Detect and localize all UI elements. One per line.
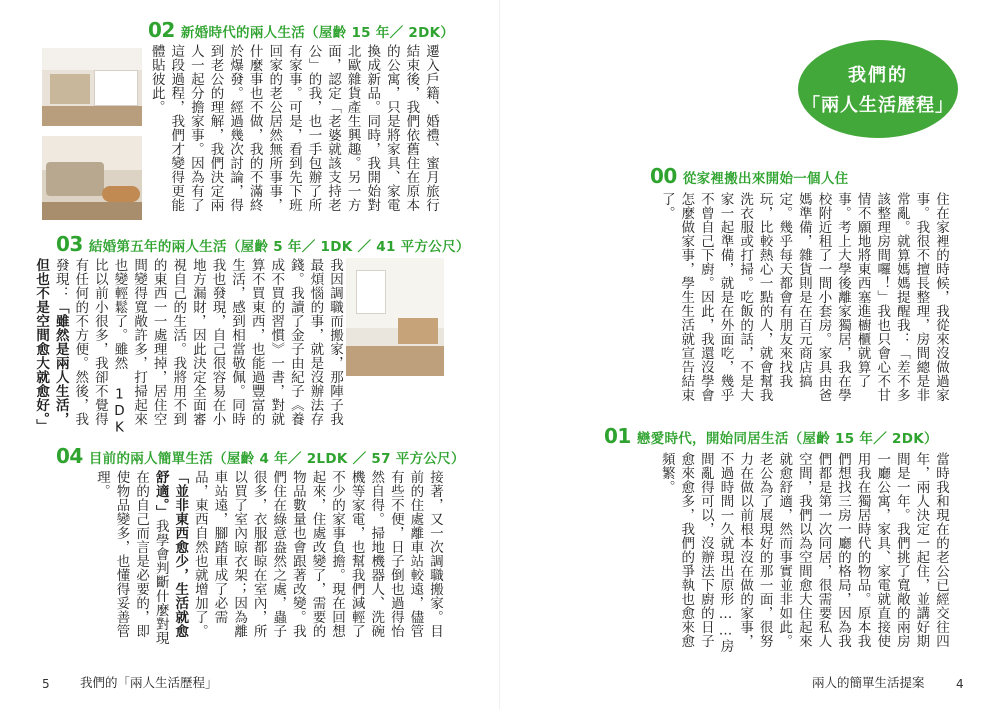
section-04-conclusion: 「並非東西愈少，生活就愈舒適。」 — [152, 470, 189, 638]
page-number-left: 5 — [42, 677, 50, 691]
badge-line-1: 我們的 — [848, 65, 908, 86]
section-02-title: 新婚時代的兩人生活（屋齡 15 年／ 2DK） — [180, 25, 455, 41]
section-03-body-text: 我因調職而搬家，那陣子我最煩惱的事，就是沒辦法存錢。我讀了金子由紀子《養成不買的習慣》一書，對就算不買東西，也能過豐富的生活，感到相當敬佩。同時我也發現，自己很容易在小地方漏財，因此決定全面審視自己的生活。我將用不到的東西一一處理掉，居住空間變得寬敞許多，打掃起來也變輕鬆了。雖然 1DK 比以前小很多，我卻不覺得有任何的不方便。然後，我發現： — [52, 258, 343, 436]
badge-line-2: 「兩人生活歷程」 — [802, 95, 954, 116]
living-room-photo — [42, 136, 142, 220]
section-02-number: 02 — [148, 18, 175, 42]
section-03-body — [33, 258, 344, 436]
section-04-closing: 我學會判斷什麼對現在的自己而言是必要的，即使物品變多，也懂得妥善管理。 — [93, 470, 169, 646]
section-04-body-text: 接著，又一次調職搬家。目前的住處離車站較遠，儘管有些不便，日子倒也過得怡然自得。掃地機器人、洗碗機等家電，也幫我們減輕了不少的家事負擔。現在回想起來，住處改變了，需要的物品數量也會跟著改變。我們住在綠意盎然之處，蟲子很多，衣服都晾在室內，所以買了室內晾衣架；因為離車站遠，腳踏車成了必需品，東西自然也就增加了。 — [191, 470, 443, 638]
section-03-number: 03 — [56, 232, 83, 256]
section-01-heading — [604, 424, 938, 448]
kitchen-photo — [42, 48, 142, 126]
footer-left: 我們的「兩人生活歷程」 — [80, 675, 218, 690]
page-number-right: 4 — [956, 677, 964, 691]
chapter-badge — [798, 40, 958, 138]
section-02-body: 遷入戶籍、婚禮、蜜月旅行結束後，我們依舊住在原本的公寓，只是將家具、家電換成新品。同時，我開始對北歐雜貨產生興趣。另一方面，認定「老婆就該支持老公」的我，也一手包辦了所有家事。可是，看到先下班回家的老公居然無所事事，什麼事也不做，我的不滿終於爆發。經過幾次討論，得到老公的理解，我們決定兩人一起分擔家事。因為有了這段過程，我們才變得更能體貼彼此。 — [148, 44, 439, 212]
section-01-number: 01 — [604, 424, 631, 448]
section-02-heading — [148, 18, 454, 42]
section-03-heading — [56, 232, 470, 256]
section-04-heading — [56, 444, 465, 468]
section-00-heading — [650, 164, 848, 188]
section-01-body: 當時我和現在的老公已經交往四年，兩人決定一起住，並講好期間是一年。我們挑了寬敞的兩房一廳公寓，家具、家電就直接使用我在獨居時代的物品。原本我們想找三房一廳的格局，因為我們都是第一次同居，很需要私人空間，我們以為空間愈大住起來就愈舒適，然而事實並非如此。老公為了展現好的那一面，很努力在做以前根本沒在做的家事，不過時間一久就現出原形……房間亂得可以，沒辦法下廚的日子愈來愈多，我們的爭執也愈來愈頻繁。 — [658, 452, 949, 653]
section-03-title: 結婚第五年的兩人生活（屋齡 5 年／ 1DK ／ 41 平方公尺） — [88, 239, 470, 255]
section-00-title: 從家裡搬出來開始一個人住 — [682, 171, 849, 187]
right-page — [500, 0, 1000, 709]
section-04-body — [80, 470, 444, 648]
footer-right: 兩人的簡單生活提案 — [812, 675, 925, 690]
section-03-conclusion: 「雖然是兩人生活，但也不是空間愈大就愈好。」 — [33, 258, 69, 434]
section-04-number: 04 — [56, 444, 83, 468]
section-04-title: 目前的兩人簡單生活（屋齡 4 年／ 2LDK ／ 57 平方公尺） — [88, 451, 465, 467]
section-00-number: 00 — [650, 164, 677, 188]
section-00-body: 住在家裡的時候，我從來沒做過家事。我很不擅長整理，房間總是非常亂。就算媽媽提醒我：「差不多該整理房間囉！」我也只會心不甘情不願地將東西塞進櫥櫃就算了事。考上大學後離家獨居，我在學校附近租了一間小套房。家具由爸媽準備，雜貨則是在百元商店搞定。幾乎每天都會有朋友來找我玩，比較熱心一點的人，就會幫我洗衣服或打掃。吃飯的話，不是大家一起準備，就是在外面吃，幾乎不曾自己下廚。因此，我還沒學會怎麼做家事，學生生活就宣告結束了。 — [658, 192, 949, 402]
apartment-room-photo — [346, 258, 444, 376]
section-01-title: 戀愛時代，開始同居生活（屋齡 15 年／ 2DK） — [636, 431, 938, 447]
